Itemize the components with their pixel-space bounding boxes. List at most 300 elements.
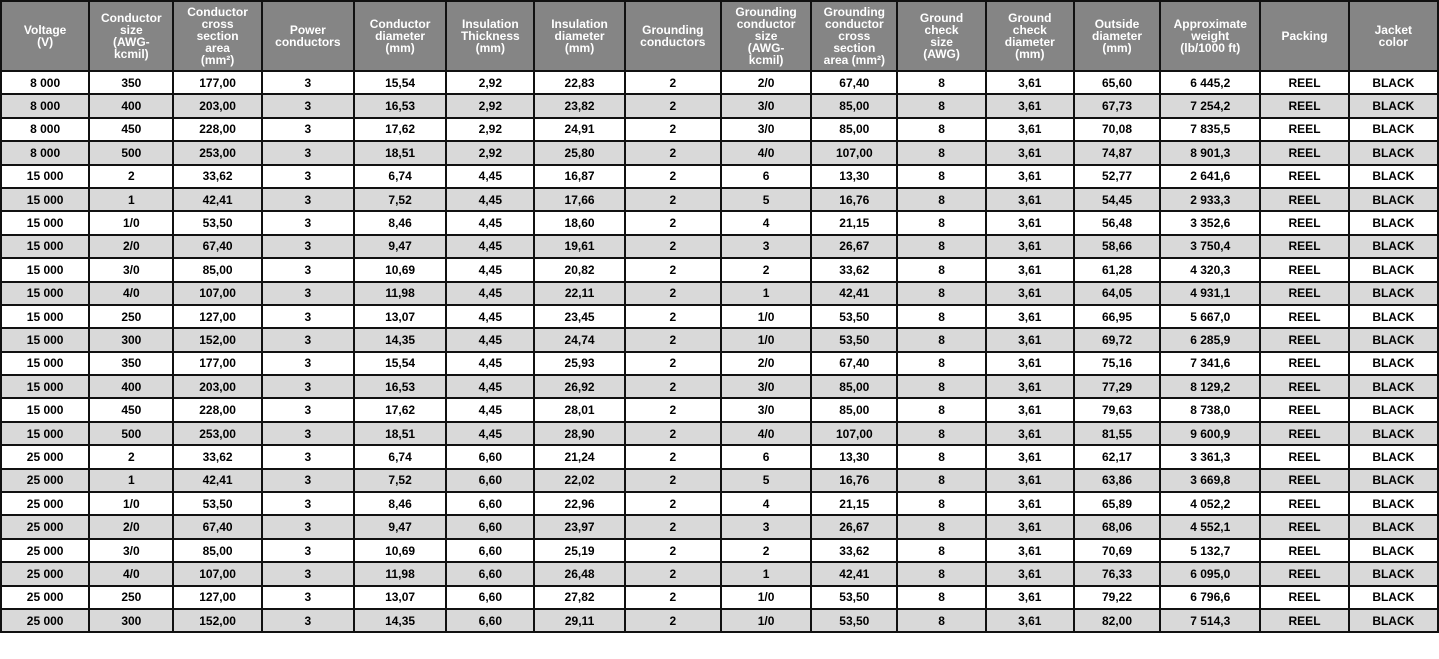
- table-cell: 15 000: [1, 352, 89, 375]
- table-cell: 3,61: [986, 211, 1074, 234]
- table-cell: 21,24: [534, 445, 624, 468]
- table-cell: 177,00: [173, 352, 261, 375]
- table-cell: 2: [625, 188, 721, 211]
- table-cell: 4 320,3: [1160, 258, 1260, 281]
- table-cell: 33,62: [173, 165, 261, 188]
- table-cell: 300: [89, 328, 173, 351]
- table-cell: BLACK: [1349, 445, 1438, 468]
- table-cell: 2: [625, 586, 721, 609]
- table-cell: 2/0: [89, 515, 173, 538]
- table-cell: 228,00: [173, 398, 261, 421]
- table-row: [1, 539, 1438, 562]
- table-cell: 76,33: [1074, 562, 1160, 585]
- table-cell: 53,50: [173, 211, 261, 234]
- table-cell: 2: [625, 445, 721, 468]
- table-cell: 7 341,6: [1160, 352, 1260, 375]
- table-cell: 1: [721, 282, 811, 305]
- table-cell: 8: [897, 118, 985, 141]
- header-insulation-diameter: Insulation diameter (mm): [534, 1, 624, 71]
- table-cell: 8 000: [1, 94, 89, 117]
- table-cell: 2: [721, 258, 811, 281]
- table-cell: 23,97: [534, 515, 624, 538]
- table-cell: 3,61: [986, 141, 1074, 164]
- table-cell: 2 641,6: [1160, 165, 1260, 188]
- header-grounding-cross-section: Grounding conductor cross section area (mm²): [811, 1, 897, 71]
- table-cell: 6,60: [446, 539, 534, 562]
- table-cell: 2: [625, 562, 721, 585]
- table-cell: 15 000: [1, 398, 89, 421]
- table-cell: 25 000: [1, 492, 89, 515]
- table-cell: 8,46: [354, 492, 446, 515]
- table-cell: 400: [89, 375, 173, 398]
- header-grounding-conductor-size: Grounding conductor size (AWG- kcmil): [721, 1, 811, 71]
- table-cell: 8 000: [1, 118, 89, 141]
- table-cell: 8: [897, 141, 985, 164]
- table-cell: 3: [262, 188, 354, 211]
- table-cell: 2,92: [446, 71, 534, 94]
- table-cell: BLACK: [1349, 328, 1438, 351]
- table-cell: 8 000: [1, 141, 89, 164]
- table-cell: 6,74: [354, 445, 446, 468]
- table-cell: 8: [897, 71, 985, 94]
- table-cell: 13,07: [354, 305, 446, 328]
- header-approximate-weight: Approximate weight (lb/1000 ft): [1160, 1, 1260, 71]
- table-cell: BLACK: [1349, 469, 1438, 492]
- table-cell: 7 835,5: [1160, 118, 1260, 141]
- table-cell: 24,91: [534, 118, 624, 141]
- table-cell: REEL: [1260, 235, 1348, 258]
- table-cell: 16,76: [811, 188, 897, 211]
- table-cell: 9,47: [354, 235, 446, 258]
- table-cell: 2: [625, 305, 721, 328]
- table-cell: 2: [625, 375, 721, 398]
- table-row: [1, 492, 1438, 515]
- table-row: [1, 398, 1438, 421]
- table-cell: 16,76: [811, 469, 897, 492]
- table-cell: 8: [897, 235, 985, 258]
- table-cell: 25 000: [1, 609, 89, 632]
- table-cell: 3,61: [986, 422, 1074, 445]
- table-cell: 42,41: [811, 562, 897, 585]
- table-cell: 350: [89, 71, 173, 94]
- table-cell: 22,11: [534, 282, 624, 305]
- table-cell: 2: [625, 211, 721, 234]
- table-cell: 2: [625, 539, 721, 562]
- table-cell: REEL: [1260, 515, 1348, 538]
- table-cell: 3: [262, 235, 354, 258]
- table-row: [1, 211, 1438, 234]
- table-cell: 23,82: [534, 94, 624, 117]
- table-cell: 67,40: [173, 515, 261, 538]
- table-cell: 8: [897, 515, 985, 538]
- table-cell: 15 000: [1, 282, 89, 305]
- table-cell: 3,61: [986, 539, 1074, 562]
- table-cell: 3: [262, 118, 354, 141]
- table-cell: 79,63: [1074, 398, 1160, 421]
- table-cell: 3,61: [986, 586, 1074, 609]
- table-cell: 24,74: [534, 328, 624, 351]
- table-cell: BLACK: [1349, 305, 1438, 328]
- table-cell: 3,61: [986, 562, 1074, 585]
- table-row: [1, 562, 1438, 585]
- table-cell: 8: [897, 422, 985, 445]
- table-cell: 56,48: [1074, 211, 1160, 234]
- table-cell: 6 796,6: [1160, 586, 1260, 609]
- table-cell: 15,54: [354, 71, 446, 94]
- table-cell: 70,69: [1074, 539, 1160, 562]
- table-row: [1, 422, 1438, 445]
- table-cell: 107,00: [173, 282, 261, 305]
- table-cell: 3,61: [986, 188, 1074, 211]
- table-cell: 26,48: [534, 562, 624, 585]
- table-cell: 8: [897, 539, 985, 562]
- table-cell: 253,00: [173, 141, 261, 164]
- header-outside-diameter: Outside diameter (mm): [1074, 1, 1160, 71]
- table-cell: 3/0: [89, 539, 173, 562]
- table-cell: 22,02: [534, 469, 624, 492]
- table-cell: 85,00: [811, 375, 897, 398]
- table-cell: BLACK: [1349, 258, 1438, 281]
- table-cell: 4/0: [89, 282, 173, 305]
- table-cell: 3: [262, 539, 354, 562]
- table-cell: 52,77: [1074, 165, 1160, 188]
- header-conductor-cross-section: Conductor cross section area (mm²): [173, 1, 261, 71]
- table-cell: 15,54: [354, 352, 446, 375]
- table-cell: 127,00: [173, 586, 261, 609]
- table-row: [1, 352, 1438, 375]
- table-cell: 8: [897, 469, 985, 492]
- table-cell: 1: [89, 188, 173, 211]
- table-row: [1, 71, 1438, 94]
- table-cell: 10,69: [354, 258, 446, 281]
- table-cell: 2: [625, 422, 721, 445]
- table-row: [1, 305, 1438, 328]
- table-cell: 6,60: [446, 469, 534, 492]
- table-cell: 228,00: [173, 118, 261, 141]
- table-cell: 3,61: [986, 492, 1074, 515]
- table-cell: 4 931,1: [1160, 282, 1260, 305]
- table-cell: 25 000: [1, 469, 89, 492]
- table-cell: 13,07: [354, 586, 446, 609]
- table-cell: 11,98: [354, 282, 446, 305]
- table-cell: REEL: [1260, 492, 1348, 515]
- table-cell: BLACK: [1349, 609, 1438, 632]
- table-cell: 33,62: [811, 539, 897, 562]
- table-row: [1, 375, 1438, 398]
- table-cell: 2: [625, 118, 721, 141]
- table-cell: 2: [625, 398, 721, 421]
- table-cell: REEL: [1260, 211, 1348, 234]
- table-cell: 3: [262, 94, 354, 117]
- table-cell: BLACK: [1349, 492, 1438, 515]
- table-body: [1, 71, 1438, 632]
- table-cell: 500: [89, 422, 173, 445]
- table-cell: 107,00: [811, 422, 897, 445]
- table-cell: 3 361,3: [1160, 445, 1260, 468]
- table-row: [1, 609, 1438, 632]
- table-cell: 2: [625, 352, 721, 375]
- table-cell: 85,00: [173, 258, 261, 281]
- table-cell: 3: [262, 492, 354, 515]
- table-cell: REEL: [1260, 94, 1348, 117]
- header-packing: Packing: [1260, 1, 1348, 71]
- table-cell: 5 667,0: [1160, 305, 1260, 328]
- table-cell: 2: [625, 94, 721, 117]
- table-row: [1, 469, 1438, 492]
- table-cell: BLACK: [1349, 71, 1438, 94]
- table-cell: 3/0: [721, 398, 811, 421]
- table-cell: 28,01: [534, 398, 624, 421]
- table-cell: BLACK: [1349, 375, 1438, 398]
- table-cell: 17,62: [354, 398, 446, 421]
- table-cell: 250: [89, 586, 173, 609]
- table-cell: BLACK: [1349, 94, 1438, 117]
- table-cell: 85,00: [811, 94, 897, 117]
- table-row: [1, 586, 1438, 609]
- table-cell: 1/0: [89, 211, 173, 234]
- table-cell: 3/0: [721, 94, 811, 117]
- table-cell: 42,41: [173, 469, 261, 492]
- table-cell: REEL: [1260, 445, 1348, 468]
- table-cell: BLACK: [1349, 235, 1438, 258]
- table-cell: 22,83: [534, 71, 624, 94]
- table-cell: 14,35: [354, 609, 446, 632]
- table-cell: 4,45: [446, 328, 534, 351]
- table-cell: 2: [625, 141, 721, 164]
- table-cell: BLACK: [1349, 398, 1438, 421]
- table-cell: 3,61: [986, 165, 1074, 188]
- table-cell: 65,60: [1074, 71, 1160, 94]
- table-cell: 2: [625, 235, 721, 258]
- table-cell: 6 095,0: [1160, 562, 1260, 585]
- table-row: [1, 165, 1438, 188]
- table-cell: 253,00: [173, 422, 261, 445]
- table-cell: 8: [897, 211, 985, 234]
- table-row: [1, 515, 1438, 538]
- table-cell: 6,60: [446, 586, 534, 609]
- table-cell: 17,66: [534, 188, 624, 211]
- table-cell: 3,61: [986, 445, 1074, 468]
- table-cell: BLACK: [1349, 422, 1438, 445]
- table-cell: 22,96: [534, 492, 624, 515]
- table-cell: 6,74: [354, 165, 446, 188]
- table-cell: 3: [262, 609, 354, 632]
- table-cell: 67,40: [173, 235, 261, 258]
- table-cell: 53,50: [811, 586, 897, 609]
- table-cell: 203,00: [173, 94, 261, 117]
- table-cell: 8: [897, 258, 985, 281]
- table-cell: 2,92: [446, 94, 534, 117]
- table-cell: 300: [89, 609, 173, 632]
- table-cell: 74,87: [1074, 141, 1160, 164]
- table-cell: 77,29: [1074, 375, 1160, 398]
- table-cell: 3: [262, 515, 354, 538]
- header-voltage: Voltage (V): [1, 1, 89, 71]
- table-cell: 2: [721, 539, 811, 562]
- table-cell: 6 445,2: [1160, 71, 1260, 94]
- table-cell: 13,30: [811, 165, 897, 188]
- table-cell: REEL: [1260, 539, 1348, 562]
- table-cell: 68,06: [1074, 515, 1160, 538]
- table-cell: REEL: [1260, 469, 1348, 492]
- table-cell: 4,45: [446, 165, 534, 188]
- table-cell: 7,52: [354, 469, 446, 492]
- table-cell: 4 052,2: [1160, 492, 1260, 515]
- table-cell: REEL: [1260, 282, 1348, 305]
- table-cell: 6 285,9: [1160, 328, 1260, 351]
- table-cell: 5: [721, 469, 811, 492]
- table-cell: 66,95: [1074, 305, 1160, 328]
- table-cell: 82,00: [1074, 609, 1160, 632]
- table-cell: 79,22: [1074, 586, 1160, 609]
- header-conductor-diameter: Conductor diameter (mm): [354, 1, 446, 71]
- table-cell: 15 000: [1, 188, 89, 211]
- table-cell: 69,72: [1074, 328, 1160, 351]
- table-cell: 81,55: [1074, 422, 1160, 445]
- table-cell: 67,73: [1074, 94, 1160, 117]
- table-cell: 3,61: [986, 235, 1074, 258]
- table-cell: 107,00: [811, 141, 897, 164]
- table-cell: 65,89: [1074, 492, 1160, 515]
- table-cell: 3,61: [986, 352, 1074, 375]
- table-cell: 152,00: [173, 328, 261, 351]
- table-cell: REEL: [1260, 165, 1348, 188]
- table-cell: 16,87: [534, 165, 624, 188]
- table-cell: 3,61: [986, 515, 1074, 538]
- table-row: [1, 445, 1438, 468]
- table-cell: 8 738,0: [1160, 398, 1260, 421]
- table-cell: 4: [721, 492, 811, 515]
- table-cell: 1/0: [721, 328, 811, 351]
- table-cell: 15 000: [1, 422, 89, 445]
- table-cell: 3,61: [986, 94, 1074, 117]
- table-cell: 3: [262, 328, 354, 351]
- table-cell: 127,00: [173, 305, 261, 328]
- table-cell: 53,50: [811, 305, 897, 328]
- table-cell: 3: [262, 305, 354, 328]
- table-cell: REEL: [1260, 188, 1348, 211]
- table-cell: 85,00: [811, 398, 897, 421]
- header-conductor-size: Conductor size (AWG- kcmil): [89, 1, 173, 71]
- table-cell: 8: [897, 305, 985, 328]
- table-cell: 3,61: [986, 609, 1074, 632]
- table-cell: 8: [897, 398, 985, 421]
- table-cell: 29,11: [534, 609, 624, 632]
- table-cell: 11,98: [354, 562, 446, 585]
- table-cell: REEL: [1260, 71, 1348, 94]
- table-cell: 8: [897, 586, 985, 609]
- table-cell: 3: [262, 375, 354, 398]
- table-cell: 70,08: [1074, 118, 1160, 141]
- table-cell: 8: [897, 188, 985, 211]
- table-header-row: [1, 1, 1438, 71]
- table-cell: 23,45: [534, 305, 624, 328]
- table-cell: 25,93: [534, 352, 624, 375]
- table-cell: 8 901,3: [1160, 141, 1260, 164]
- table-cell: BLACK: [1349, 515, 1438, 538]
- table-cell: BLACK: [1349, 539, 1438, 562]
- table-cell: 75,16: [1074, 352, 1160, 375]
- table-cell: 42,41: [173, 188, 261, 211]
- table-cell: 15 000: [1, 235, 89, 258]
- table-cell: 2/0: [721, 352, 811, 375]
- table-cell: 3/0: [721, 118, 811, 141]
- table-cell: 1/0: [89, 492, 173, 515]
- table-cell: 3: [262, 211, 354, 234]
- table-cell: 8: [897, 375, 985, 398]
- table-cell: 8: [897, 282, 985, 305]
- table-row: [1, 282, 1438, 305]
- table-cell: 62,17: [1074, 445, 1160, 468]
- table-cell: 8: [897, 165, 985, 188]
- table-cell: 8: [897, 352, 985, 375]
- table-cell: 2: [625, 71, 721, 94]
- table-cell: 1: [89, 469, 173, 492]
- table-cell: 6,60: [446, 445, 534, 468]
- table-cell: 1/0: [721, 609, 811, 632]
- table-cell: 8: [897, 94, 985, 117]
- table-cell: 8 129,2: [1160, 375, 1260, 398]
- table-cell: 9 600,9: [1160, 422, 1260, 445]
- table-cell: 3: [262, 165, 354, 188]
- table-cell: BLACK: [1349, 586, 1438, 609]
- table-cell: 6: [721, 445, 811, 468]
- table-cell: REEL: [1260, 375, 1348, 398]
- table-cell: 8: [897, 445, 985, 468]
- table-cell: REEL: [1260, 562, 1348, 585]
- table-cell: 3,61: [986, 328, 1074, 351]
- table-cell: 4,45: [446, 188, 534, 211]
- table-cell: 13,30: [811, 445, 897, 468]
- table-cell: 19,61: [534, 235, 624, 258]
- table-cell: 15 000: [1, 211, 89, 234]
- table-cell: 107,00: [173, 562, 261, 585]
- table-cell: 7,52: [354, 188, 446, 211]
- table-cell: 2: [625, 282, 721, 305]
- table-cell: 2: [89, 445, 173, 468]
- table-cell: 15 000: [1, 258, 89, 281]
- table-cell: 250: [89, 305, 173, 328]
- table-cell: 4,45: [446, 375, 534, 398]
- table-row: [1, 258, 1438, 281]
- table-cell: BLACK: [1349, 118, 1438, 141]
- table-cell: BLACK: [1349, 282, 1438, 305]
- table-cell: 3 669,8: [1160, 469, 1260, 492]
- table-cell: 10,69: [354, 539, 446, 562]
- table-cell: 4 552,1: [1160, 515, 1260, 538]
- table-cell: REEL: [1260, 328, 1348, 351]
- table-cell: 85,00: [811, 118, 897, 141]
- table-row: [1, 141, 1438, 164]
- table-cell: 2: [89, 165, 173, 188]
- table-cell: 2: [625, 492, 721, 515]
- table-cell: 14,35: [354, 328, 446, 351]
- table-cell: 25 000: [1, 562, 89, 585]
- table-cell: 4,45: [446, 235, 534, 258]
- header-power-conductors: Power conductors: [262, 1, 354, 71]
- table-cell: 8,46: [354, 211, 446, 234]
- table-cell: 67,40: [811, 71, 897, 94]
- table-cell: 4/0: [721, 422, 811, 445]
- table-cell: BLACK: [1349, 188, 1438, 211]
- table-cell: 4,45: [446, 305, 534, 328]
- table-cell: REEL: [1260, 305, 1348, 328]
- table-cell: REEL: [1260, 609, 1348, 632]
- table-cell: 53,50: [811, 328, 897, 351]
- table-cell: 2/0: [89, 235, 173, 258]
- table-cell: 26,67: [811, 235, 897, 258]
- table-cell: 25,80: [534, 141, 624, 164]
